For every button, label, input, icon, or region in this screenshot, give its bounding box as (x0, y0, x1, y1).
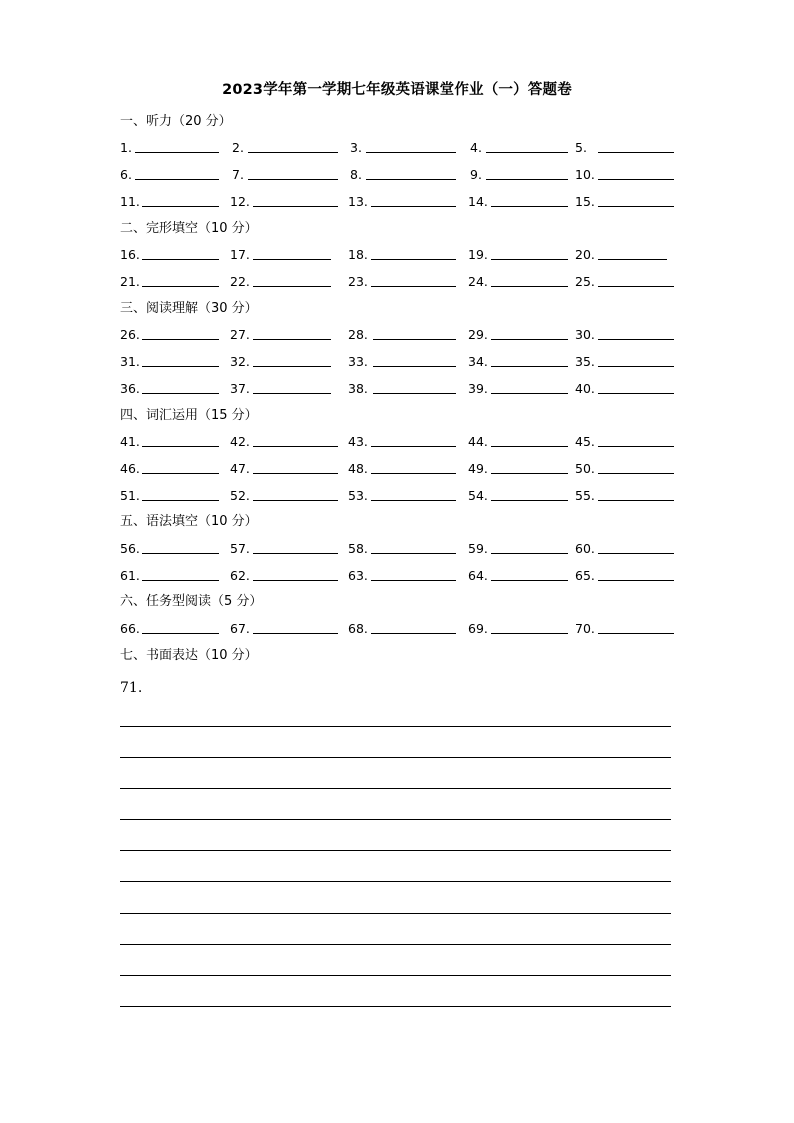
answer-item (348, 191, 368, 209)
answer-item (575, 458, 595, 476)
answer-blank[interactable] (491, 193, 568, 207)
answer-item (575, 565, 595, 583)
answer-item (348, 324, 368, 342)
question-number: 62. (230, 568, 250, 583)
question-number: 46. (120, 461, 140, 476)
answer-item (575, 538, 595, 556)
answer-blank[interactable] (253, 353, 331, 367)
answer-item (120, 485, 140, 503)
question-number: 51. (120, 488, 140, 503)
section-heading: 三、阅读理解（30 分） (120, 301, 258, 316)
question-number: 28. (348, 327, 368, 342)
question-number: 33. (348, 354, 368, 369)
answer-item (575, 485, 595, 503)
answer-blank[interactable] (598, 166, 674, 180)
writing-line[interactable] (120, 944, 671, 945)
answer-blank[interactable] (142, 460, 219, 474)
answer-blank[interactable] (491, 326, 568, 340)
question-number: 70. (575, 621, 595, 636)
answer-blank[interactable] (491, 246, 568, 260)
writing-line[interactable] (120, 975, 671, 976)
answer-blank[interactable] (366, 139, 456, 153)
question-number: 38. (348, 381, 368, 396)
question-number: 50. (575, 461, 595, 476)
question-number: 57. (230, 541, 250, 556)
answer-item (348, 538, 368, 556)
answer-item (120, 538, 140, 556)
answer-blank[interactable] (491, 460, 568, 474)
answer-item (468, 244, 488, 262)
question-number: 69. (468, 621, 488, 636)
answer-item (230, 618, 250, 636)
answer-blank[interactable] (253, 273, 331, 287)
writing-line[interactable] (120, 726, 671, 727)
answer-item (348, 458, 368, 476)
question-number: 31. (120, 354, 140, 369)
answer-blank[interactable] (253, 487, 338, 501)
answer-item (230, 271, 250, 289)
question-number: 48. (348, 461, 368, 476)
answer-blank[interactable] (598, 273, 674, 287)
answer-item (120, 618, 140, 636)
answer-blank[interactable] (486, 166, 568, 180)
answer-item (350, 164, 362, 182)
answer-item (468, 378, 488, 396)
answer-item (120, 271, 140, 289)
question-number: 2. (232, 140, 244, 155)
answer-item (120, 565, 140, 583)
answer-item (468, 485, 488, 503)
answer-blank[interactable] (598, 460, 674, 474)
question-number: 26. (120, 327, 140, 342)
question-number: 3. (350, 140, 362, 155)
answer-blank[interactable] (253, 433, 338, 447)
question-number: 27. (230, 327, 250, 342)
answer-blank[interactable] (142, 433, 219, 447)
answer-item (348, 351, 368, 369)
question-number: 7. (232, 167, 244, 182)
answer-blank[interactable] (142, 353, 219, 367)
question-number: 25. (575, 274, 595, 289)
answer-blank[interactable] (142, 193, 219, 207)
answer-blank[interactable] (371, 273, 456, 287)
answer-item (468, 191, 488, 209)
question-number: 24. (468, 274, 488, 289)
question-number: 49. (468, 461, 488, 476)
question-number: 10. (575, 167, 595, 182)
section-heading: 四、词汇运用（15 分） (120, 408, 258, 423)
answer-blank[interactable] (491, 433, 568, 447)
answer-item (120, 351, 140, 369)
answer-blank[interactable] (491, 273, 568, 287)
question-number: 36. (120, 381, 140, 396)
section-heading: 五、语法填空（10 分） (120, 514, 258, 529)
answer-blank[interactable] (253, 380, 331, 394)
answer-blank[interactable] (135, 139, 219, 153)
answer-item (120, 431, 140, 449)
writing-line[interactable] (120, 1006, 671, 1007)
answer-blank[interactable] (366, 166, 456, 180)
answer-item (575, 271, 595, 289)
answer-item (230, 244, 250, 262)
answer-blank[interactable] (598, 567, 674, 581)
answer-blank[interactable] (135, 166, 219, 180)
answer-blank[interactable] (598, 433, 674, 447)
question-number: 11. (120, 194, 140, 209)
answer-item (575, 324, 595, 342)
answer-blank[interactable] (142, 540, 219, 554)
answer-blank[interactable] (598, 487, 674, 501)
question-number: 42. (230, 434, 250, 449)
question-number: 44. (468, 434, 488, 449)
answer-item (470, 164, 482, 182)
answer-item (468, 538, 488, 556)
question-number: 41. (120, 434, 140, 449)
answer-blank[interactable] (371, 540, 456, 554)
answer-blank[interactable] (253, 246, 331, 260)
answer-item (350, 137, 362, 155)
question-number: 29. (468, 327, 488, 342)
answer-blank[interactable] (142, 273, 219, 287)
answer-blank[interactable] (248, 139, 338, 153)
question-number: 40. (575, 381, 595, 396)
question-number: 35. (575, 354, 595, 369)
writing-line[interactable] (120, 881, 671, 882)
answer-item (575, 351, 595, 369)
question-number: 65. (575, 568, 595, 583)
question-number: 53. (348, 488, 368, 503)
answer-blank[interactable] (371, 460, 456, 474)
answer-item (348, 244, 368, 262)
answer-item (575, 378, 595, 396)
answer-blank[interactable] (598, 540, 674, 554)
answer-item (348, 271, 368, 289)
question-number: 1. (120, 140, 132, 155)
answer-blank[interactable] (491, 567, 568, 581)
answer-blank[interactable] (371, 246, 456, 260)
question-number: 54. (468, 488, 488, 503)
answer-blank[interactable] (598, 193, 674, 207)
answer-item (232, 164, 244, 182)
answer-item (468, 271, 488, 289)
answer-blank[interactable] (371, 433, 456, 447)
answer-item (575, 244, 595, 262)
answer-item (230, 431, 250, 449)
answer-item (120, 164, 132, 182)
writing-line[interactable] (120, 788, 671, 789)
section-heading: 一、听力（20 分） (120, 114, 232, 129)
question-number: 21. (120, 274, 140, 289)
answer-blank[interactable] (371, 567, 456, 581)
answer-blank[interactable] (491, 540, 568, 554)
question-number: 9. (470, 167, 482, 182)
answer-blank[interactable] (142, 487, 219, 501)
question-number: 32. (230, 354, 250, 369)
answer-item (230, 324, 250, 342)
answer-item (575, 137, 587, 155)
question-number: 52. (230, 488, 250, 503)
answer-blank[interactable] (598, 620, 674, 634)
answer-blank[interactable] (491, 380, 568, 394)
answer-item (348, 431, 368, 449)
answer-blank[interactable] (491, 353, 568, 367)
answer-blank[interactable] (142, 567, 219, 581)
answer-blank[interactable] (142, 380, 219, 394)
question-number: 17. (230, 247, 250, 262)
answer-item (230, 351, 250, 369)
answer-item (348, 378, 368, 396)
question-number: 39. (468, 381, 488, 396)
answer-item (348, 618, 368, 636)
question-number: 47. (230, 461, 250, 476)
question-number: 45. (575, 434, 595, 449)
answer-blank[interactable] (373, 326, 456, 340)
answer-item (120, 137, 132, 155)
question-number: 14. (468, 194, 488, 209)
question-number: 16. (120, 247, 140, 262)
answer-blank[interactable] (142, 246, 219, 260)
question-number: 19. (468, 247, 488, 262)
question-number: 20. (575, 247, 595, 262)
answer-item (120, 191, 140, 209)
answer-item (120, 244, 140, 262)
question-number: 6. (120, 167, 132, 182)
answer-item (468, 324, 488, 342)
answer-item (468, 458, 488, 476)
question-number: 15. (575, 194, 595, 209)
answer-blank[interactable] (491, 620, 568, 634)
answer-blank[interactable] (253, 540, 338, 554)
question-number: 55. (575, 488, 595, 503)
answer-blank[interactable] (253, 460, 338, 474)
page-title: 2023学年第一学期七年级英语课堂作业（一）答题卷 (222, 82, 572, 98)
answer-item (470, 137, 482, 155)
answer-blank[interactable] (598, 353, 674, 367)
section-heading: 七、书面表达（10 分） (120, 648, 258, 663)
answer-blank[interactable] (371, 193, 456, 207)
answer-blank[interactable] (598, 380, 674, 394)
answer-blank[interactable] (486, 139, 568, 153)
question-number: 4. (470, 140, 482, 155)
answer-blank[interactable] (253, 620, 338, 634)
section-heading: 六、任务型阅读（5 分） (120, 594, 263, 609)
question-number: 60. (575, 541, 595, 556)
answer-item (230, 191, 250, 209)
answer-blank[interactable] (253, 567, 338, 581)
answer-blank[interactable] (373, 353, 456, 367)
question-number: 59. (468, 541, 488, 556)
answer-blank[interactable] (598, 326, 674, 340)
answer-blank[interactable] (491, 487, 568, 501)
answer-item (348, 485, 368, 503)
writing-question-number: 71. (120, 680, 143, 696)
question-number: 56. (120, 541, 140, 556)
question-number: 30. (575, 327, 595, 342)
question-number: 23. (348, 274, 368, 289)
question-number: 58. (348, 541, 368, 556)
answer-item (348, 565, 368, 583)
answer-item (468, 565, 488, 583)
question-number: 13. (348, 194, 368, 209)
answer-item (120, 458, 140, 476)
answer-item (468, 618, 488, 636)
answer-item (230, 565, 250, 583)
answer-item (230, 458, 250, 476)
answer-blank[interactable] (598, 139, 674, 153)
question-number: 68. (348, 621, 368, 636)
answer-item (575, 164, 595, 182)
answer-blank[interactable] (248, 166, 338, 180)
answer-item (575, 431, 595, 449)
answer-blank[interactable] (371, 487, 456, 501)
answer-blank[interactable] (598, 246, 667, 260)
writing-line[interactable] (120, 913, 671, 914)
answer-blank[interactable] (253, 193, 338, 207)
writing-line[interactable] (120, 819, 671, 820)
writing-line[interactable] (120, 850, 671, 851)
question-number: 64. (468, 568, 488, 583)
question-number: 8. (350, 167, 362, 182)
answer-item (575, 618, 595, 636)
question-number: 43. (348, 434, 368, 449)
answer-item (230, 378, 250, 396)
answer-item (468, 431, 488, 449)
answer-item (230, 538, 250, 556)
question-number: 37. (230, 381, 250, 396)
answer-item (575, 191, 595, 209)
question-number: 12. (230, 194, 250, 209)
question-number: 5. (575, 140, 587, 155)
answer-item (120, 378, 140, 396)
writing-line[interactable] (120, 757, 671, 758)
answer-item (120, 324, 140, 342)
question-number: 18. (348, 247, 368, 262)
question-number: 34. (468, 354, 488, 369)
answer-blank[interactable] (371, 620, 456, 634)
question-number: 67. (230, 621, 250, 636)
answer-blank[interactable] (253, 326, 331, 340)
answer-blank[interactable] (373, 380, 456, 394)
section-heading: 二、完形填空（10 分） (120, 221, 258, 236)
answer-blank[interactable] (142, 620, 219, 634)
question-number: 66. (120, 621, 140, 636)
question-number: 22. (230, 274, 250, 289)
answer-item (230, 485, 250, 503)
answer-item (468, 351, 488, 369)
answer-item (232, 137, 244, 155)
question-number: 61. (120, 568, 140, 583)
question-number: 63. (348, 568, 368, 583)
answer-blank[interactable] (142, 326, 219, 340)
